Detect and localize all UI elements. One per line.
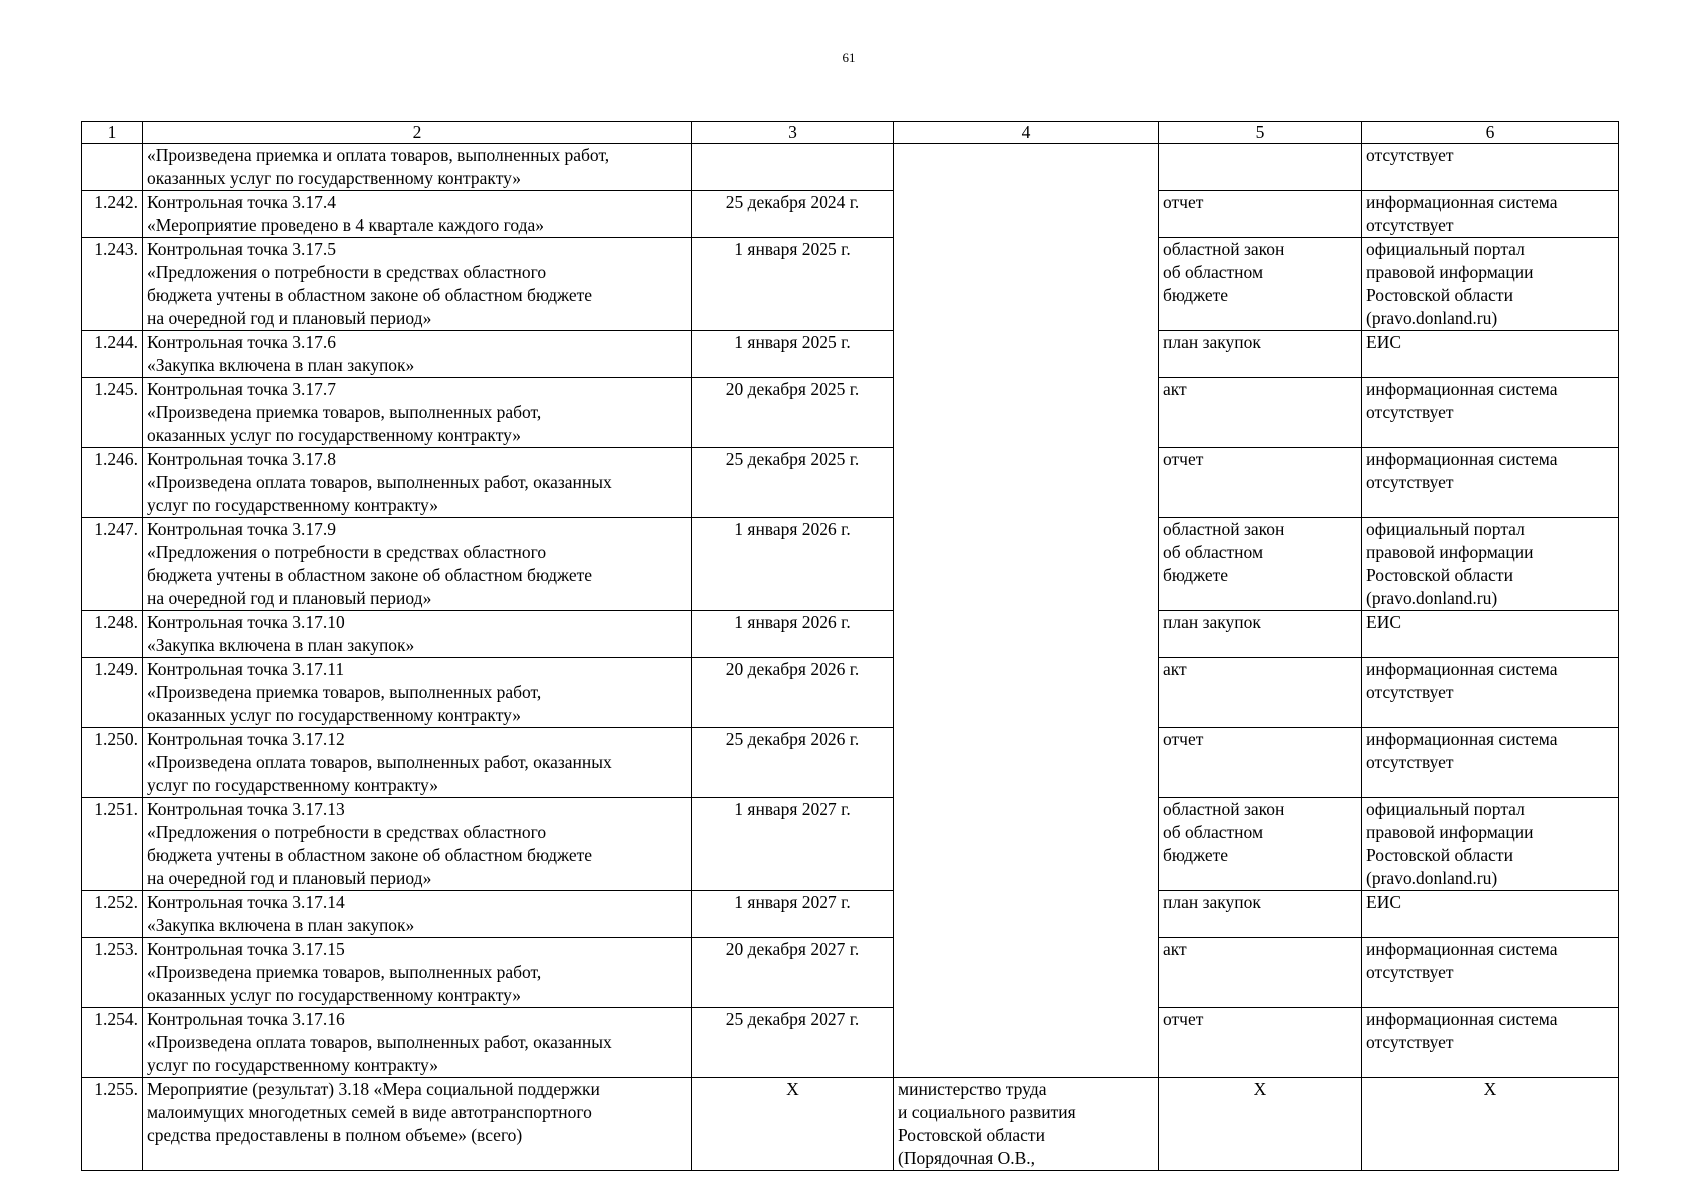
row-description [143, 728, 692, 798]
row-date: 1 января 2025 г. [692, 238, 894, 331]
text-line: Контрольная точка 3.17.9 [147, 519, 336, 539]
text-line: министерство труда [898, 1079, 1047, 1099]
row-document-type [1159, 518, 1362, 611]
text-line: (pravo.donland.ru) [1366, 588, 1498, 608]
text-line: оказанных услуг по государственному контракту» [147, 985, 522, 1005]
row-document-type [1159, 331, 1362, 378]
text-line: отсутствует [1366, 962, 1454, 982]
text-line: бюджета учтены в областном законе об областном бюджете [147, 565, 593, 585]
text-line: информационная система [1366, 659, 1558, 679]
text-line: бюджета учтены в областном законе об областном бюджете [147, 845, 593, 865]
table-row [82, 144, 1619, 191]
header-row [82, 122, 1619, 144]
text-line: акт [1163, 659, 1187, 679]
text-line: отчет [1163, 1009, 1204, 1029]
row-description [143, 331, 692, 378]
row-number: 1.247. [82, 518, 143, 611]
column-header: 5 [1159, 122, 1362, 144]
page-number: 61 [842, 50, 856, 65]
text-line: (pravo.donland.ru) [1366, 308, 1498, 328]
row-document-type [1159, 798, 1362, 891]
column-header: 6 [1362, 122, 1619, 144]
text-line: отсутствует [1366, 472, 1454, 492]
row-number: 1.245. [82, 378, 143, 448]
row-document-type [1159, 938, 1362, 1008]
row-document-type [1159, 238, 1362, 331]
text-line: услуг по государственному контракту» [147, 495, 438, 515]
row-date: 1 января 2027 г. [692, 798, 894, 891]
text-line: отсутствует [1366, 682, 1454, 702]
text-line: информационная система [1366, 1009, 1558, 1029]
text-line: об областном [1163, 262, 1264, 282]
text-line: план закупок [1163, 612, 1261, 632]
text-line: об областном [1163, 542, 1264, 562]
row-document-type [1159, 658, 1362, 728]
row-description [143, 144, 692, 191]
row-info-system [1362, 518, 1619, 611]
text-line: «Произведена оплата товаров, выполненных работ, оказанных [147, 472, 612, 492]
row-date: 25 декабря 2025 г. [692, 448, 894, 518]
table-row [82, 378, 1619, 448]
text-line: услуг по государственному контракту» [147, 775, 438, 795]
text-line: Контрольная точка 3.17.8 [147, 449, 336, 469]
column-header: 1 [82, 122, 143, 144]
row-date [692, 144, 894, 191]
row-date: 20 декабря 2026 г. [692, 658, 894, 728]
row-number: 1.255. [82, 1078, 143, 1171]
text-line: «Закупка включена в план закупок» [147, 635, 415, 655]
row-date: 1 января 2027 г. [692, 891, 894, 938]
row-document-type [1159, 144, 1362, 191]
row-info-system [1362, 1008, 1619, 1078]
row-description [143, 1008, 692, 1078]
row-number: 1.252. [82, 891, 143, 938]
row-description [143, 448, 692, 518]
table-row [82, 658, 1619, 728]
text-line: услуг по государственному контракту» [147, 1055, 438, 1075]
row-description [143, 938, 692, 1008]
text-line: «Предложения о потребности в средствах областного [147, 822, 547, 842]
row-info-system [1362, 658, 1619, 728]
text-line: акт [1163, 939, 1187, 959]
text-line: бюджете [1163, 845, 1229, 865]
text-line: «Предложения о потребности в средствах областного [147, 262, 547, 282]
row-date: 25 декабря 2026 г. [692, 728, 894, 798]
text-line: «Произведена оплата товаров, выполненных работ, оказанных [147, 1032, 612, 1052]
row-description [143, 611, 692, 658]
text-line: (pravo.donland.ru) [1366, 868, 1498, 888]
text-line: средства предоставлены в полном объеме» (всего) [147, 1125, 523, 1145]
row-info-system [1362, 331, 1619, 378]
row-date: 20 декабря 2027 г. [692, 938, 894, 1008]
text-line: ЕИС [1366, 332, 1401, 352]
row-number: 1.244. [82, 331, 143, 378]
text-line: «Произведена приемка и оплата товаров, выполненных работ, [147, 145, 610, 165]
table-row [82, 518, 1619, 611]
text-line: Контрольная точка 3.17.14 [147, 892, 345, 912]
text-line: отсутствует [1366, 752, 1454, 772]
text-line: и социального развития [898, 1102, 1076, 1122]
column-header: 2 [143, 122, 692, 144]
text-line: бюджете [1163, 565, 1229, 585]
row-info-system [1362, 378, 1619, 448]
table-row [82, 1008, 1619, 1078]
row-date: 1 января 2025 г. [692, 331, 894, 378]
row-number: 1.250. [82, 728, 143, 798]
table-row [82, 331, 1619, 378]
table-row [82, 938, 1619, 1008]
text-line: информационная система [1366, 729, 1558, 749]
row-document-type: Х [1159, 1078, 1362, 1171]
row-description [143, 798, 692, 891]
text-line: официальный портал [1366, 239, 1525, 259]
text-line: ЕИС [1366, 612, 1401, 632]
text-line: ЕИС [1366, 892, 1401, 912]
row-info-system [1362, 191, 1619, 238]
text-line: правовой информации [1366, 262, 1534, 282]
text-line: Контрольная точка 3.17.15 [147, 939, 345, 959]
text-line: информационная система [1366, 192, 1558, 212]
row-document-type [1159, 191, 1362, 238]
row-date: 25 декабря 2027 г. [692, 1008, 894, 1078]
row-date: 1 января 2026 г. [692, 518, 894, 611]
row-info-system [1362, 938, 1619, 1008]
table-row [82, 611, 1619, 658]
table-row [82, 728, 1619, 798]
text-line: на очередной год и плановый период» [147, 588, 432, 608]
row-number: 1.242. [82, 191, 143, 238]
text-line: на очередной год и плановый период» [147, 308, 432, 328]
row-document-type [1159, 728, 1362, 798]
text-line: информационная система [1366, 939, 1558, 959]
row-description [143, 891, 692, 938]
row-document-type [1159, 1008, 1362, 1078]
text-line: оказанных услуг по государственному контракту» [147, 705, 522, 725]
text-line: план закупок [1163, 332, 1261, 352]
text-line: «Произведена оплата товаров, выполненных работ, оказанных [147, 752, 612, 772]
row-info-system: Х [1362, 1078, 1619, 1171]
text-line: Контрольная точка 3.17.7 [147, 379, 336, 399]
text-line: акт [1163, 379, 1187, 399]
text-line: областной закон [1163, 239, 1285, 259]
text-line: Ростовской области [1366, 285, 1513, 305]
text-line: отчет [1163, 192, 1204, 212]
text-line: бюджета учтены в областном законе об областном бюджете [147, 285, 593, 305]
row-description [143, 378, 692, 448]
table-body [82, 144, 1619, 1171]
text-line: Ростовской области [1366, 845, 1513, 865]
table-row [82, 448, 1619, 518]
text-line: на очередной год и плановый период» [147, 868, 432, 888]
table-row [82, 798, 1619, 891]
table-row [82, 191, 1619, 238]
row-info-system [1362, 448, 1619, 518]
row-info-system [1362, 611, 1619, 658]
row-document-type [1159, 891, 1362, 938]
row-number: 1.243. [82, 238, 143, 331]
text-line: информационная система [1366, 449, 1558, 469]
row-number: 1.254. [82, 1008, 143, 1078]
text-line: Контрольная точка 3.17.12 [147, 729, 345, 749]
text-line: официальный портал [1366, 519, 1525, 539]
text-line: Контрольная точка 3.17.4 [147, 192, 336, 212]
row-date: Х [692, 1078, 894, 1171]
row-description [143, 1078, 692, 1171]
text-line: «Предложения о потребности в средствах областного [147, 542, 547, 562]
row-date: 25 декабря 2024 г. [692, 191, 894, 238]
text-line: правовой информации [1366, 822, 1534, 842]
row-document-type [1159, 611, 1362, 658]
text-line: об областном [1163, 822, 1264, 842]
row-info-system [1362, 728, 1619, 798]
row-number [82, 144, 143, 191]
text-line: отсутствует [1366, 145, 1454, 165]
text-line: «Произведена приемка товаров, выполненных работ, [147, 402, 542, 422]
text-line: отчет [1163, 449, 1204, 469]
text-line: бюджете [1163, 285, 1229, 305]
row-description [143, 191, 692, 238]
text-line: Контрольная точка 3.17.13 [147, 799, 345, 819]
text-line: (Порядочная О.В., [898, 1148, 1036, 1168]
row-responsible [894, 1078, 1159, 1171]
row-description [143, 238, 692, 331]
text-line: Контрольная точка 3.17.10 [147, 612, 345, 632]
text-line: «Произведена приемка товаров, выполненных работ, [147, 682, 542, 702]
text-line: правовой информации [1366, 542, 1534, 562]
column-header: 4 [894, 122, 1159, 144]
text-line: информационная система [1366, 379, 1558, 399]
text-line: Ростовской области [898, 1125, 1045, 1145]
control-points-table [81, 121, 1619, 1171]
row-number: 1.249. [82, 658, 143, 728]
text-line: отсутствует [1366, 1032, 1454, 1052]
text-line: Контрольная точка 3.17.16 [147, 1009, 345, 1029]
text-line: областной закон [1163, 519, 1285, 539]
text-line: отсутствует [1366, 402, 1454, 422]
table-row [82, 238, 1619, 331]
text-line: Контрольная точка 3.17.6 [147, 332, 336, 352]
row-date: 20 декабря 2025 г. [692, 378, 894, 448]
table-row [82, 891, 1619, 938]
text-line: план закупок [1163, 892, 1261, 912]
text-line: оказанных услуг по государственному контракту» [147, 168, 522, 188]
responsible-cell [894, 144, 1159, 1078]
row-info-system [1362, 144, 1619, 191]
row-number: 1.251. [82, 798, 143, 891]
text-line: малоимущих многодетных семей в виде автотранспортного [147, 1102, 592, 1122]
text-line: «Закупка включена в план закупок» [147, 355, 415, 375]
table-row-event [82, 1078, 1619, 1171]
text-line: Ростовской области [1366, 565, 1513, 585]
row-number: 1.253. [82, 938, 143, 1008]
text-line: отчет [1163, 729, 1204, 749]
text-line: областной закон [1163, 799, 1285, 819]
row-document-type [1159, 378, 1362, 448]
row-number: 1.246. [82, 448, 143, 518]
row-description [143, 658, 692, 728]
row-number: 1.248. [82, 611, 143, 658]
row-info-system [1362, 238, 1619, 331]
row-info-system [1362, 891, 1619, 938]
text-line: Контрольная точка 3.17.5 [147, 239, 336, 259]
text-line: официальный портал [1366, 799, 1525, 819]
row-description [143, 518, 692, 611]
text-line: «Мероприятие проведено в 4 квартале каждого года» [147, 215, 545, 235]
text-line: отсутствует [1366, 215, 1454, 235]
text-line: «Произведена приемка товаров, выполненных работ, [147, 962, 542, 982]
row-document-type [1159, 448, 1362, 518]
row-date: 1 января 2026 г. [692, 611, 894, 658]
row-info-system [1362, 798, 1619, 891]
text-line: «Закупка включена в план закупок» [147, 915, 415, 935]
text-line: Контрольная точка 3.17.11 [147, 659, 345, 679]
text-line: Мероприятие (результат) 3.18 «Мера социальной поддержки [147, 1079, 600, 1099]
text-line: оказанных услуг по государственному контракту» [147, 425, 522, 445]
column-header: 3 [692, 122, 894, 144]
